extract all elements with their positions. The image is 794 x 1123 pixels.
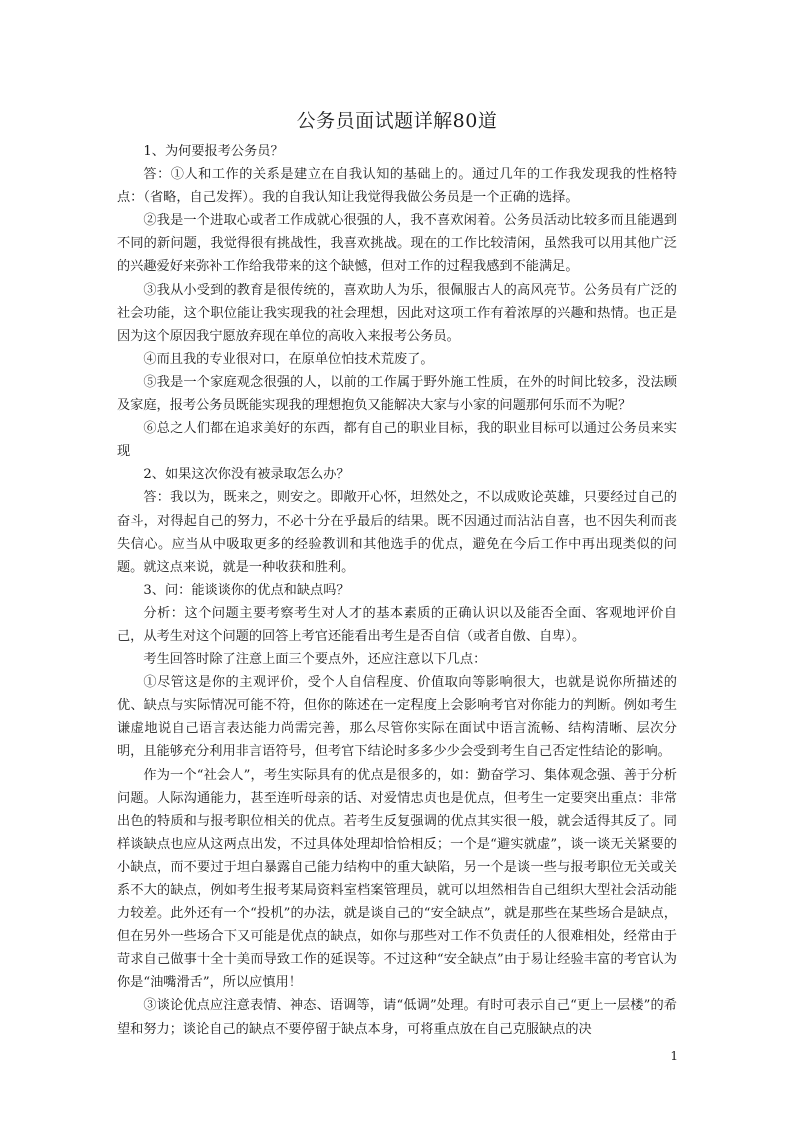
answer-paragraph: ①尽管这是你的主观评价，受个人自信程度、价值取向等影响很大，也就是说你所描述的优、缺点与实际情况可能不符，但你的陈述在一定程度上会影响考官对你能力的判断。例如考生谦虚地说自己语言表达能力尚需完善，那么尽管你实际在面试中语言流畅、结构清晰、层次分明，且能够充分利用非言语符号，但考官下结论时多多少少会受到考生自己否定性结论的影响。: [117, 675, 677, 760]
answer-paragraph: 考生回答时除了注意上面三个要点外，还应注意以下几点：: [143, 652, 487, 668]
answer-paragraph: 作为一个“社会人”，考生实际具有的优点是很多的，如：勤奋学习、集体观念强、善于分析问题。人际沟通能力，甚至连听母亲的话、对爱情忠贞也是优点，但考生一定要突出重点：非常出色的特质和与报考职位相关的优点。若考生反复强调的优点其实很一般，就会适得其反了。同样谈缺点也应从这两点出发，不过具体处理却恰恰相反；一个是“避实就虚”，谈一谈无关紧要的小缺点，而不要过于坦白暴露自己能力结构中的重大缺陷，另一个是谈一些与报考职位无关或关系不大的缺点，例如考生报考某局资料室档案管理员，就可以坦然相告自己组织大型社会活动能力较差。此外还有一个“投机”的办法，就是谈自己的“安全缺点”，就是那些在某些场合是缺点，但在另外一些场合下又可能是优点的缺点，如你与那些对工作不负责任的人很难相处，经常由于苛求自己做事十全十美而导致工作的延误等。不过这种“安全缺点”由于易让经验丰富的考官认为你是“油嘴滑舌”，所以应慎用！: [117, 767, 677, 991]
answer-paragraph: ②我是一个进取心或者工作成就心很强的人，我不喜欢闲着。公务员活动比较多而且能遇到不同的新问题，我觉得很有挑战性，我喜欢挑战。现在的工作比较清闲，虽然我可以用其他广泛的兴趣爱好来弥补工作给我带来的这个缺憾，但对工作的过程我感到不能满足。: [117, 213, 677, 275]
document-body: [117, 140, 677, 1041]
page-number: 1: [670, 1049, 678, 1063]
answer-paragraph: ④而且我的专业很对口，在原单位怕技术荒废了。: [143, 351, 434, 367]
answer-paragraph: 答：①人和工作的关系是建立在自我认知的基础上的。通过几年的工作我发现我的性格特点：（省略，自己发挥）。我的自我认知让我觉得我做公务员是一个正确的选择。: [117, 167, 677, 206]
question-heading: 2、如果这次你没有被录取怎么办？: [143, 467, 350, 483]
answer-paragraph: ⑥总之人们都在追求美好的东西，都有自己的职业目标，我的职业目标可以通过公务员来实现: [117, 421, 677, 460]
answer-paragraph: ③我从小受到的教育是很传统的，喜欢助人为乐，很佩服古人的高风亮节。公务员有广泛的社会功能，这个职位能让我实现我的社会理想，因此对这项工作有着浓厚的兴趣和热情。也正是因为这个原因我宁愿放弃现在单位的高收入来报考公务员。: [117, 282, 677, 344]
question-heading: 3、问：能谈谈你的优点和缺点吗？: [143, 582, 350, 598]
analysis-paragraph: 分析：这个问题主要考察考生对人才的基本素质的正确认识以及能否全面、客观地评价自己，从考生对这个问题的回答上考官还能看出考生是否自信（或者自傲、自卑）。: [117, 605, 677, 644]
answer-paragraph: 答：我以为，既来之，则安之。即敞开心怀，坦然处之，不以成败论英雄，只要经过自己的奋斗，对得起自己的努力，不必十分在乎最后的结果。既不因通过而沾沾自喜，也不因失利而丧失信心。应当从中吸取更多的经验教训和其他选手的优点，避免在今后工作中再出现类似的问题。就这点来说，就是一种收获和胜利。: [117, 490, 677, 575]
answer-paragraph: ③谈论优点应注意表情、神态、语调等，请“低调”处理。有时可表示自己“更上一层楼”的希望和努力；谈论自己的缺点不要停留于缺点本身，可将重点放在自己克服缺点的决: [117, 998, 677, 1037]
answer-paragraph: ⑤我是一个家庭观念很强的人，以前的工作属于野外施工性质，在外的时间比较多，没法顾及家庭，报考公务员既能实现我的理想抱负又能解决大家与小家的问题那何乐而不为呢？: [117, 374, 677, 414]
document-title: 公务员面试题详解80道: [296, 110, 498, 132]
question-heading: 1、为何要报考公务员？: [143, 144, 284, 159]
